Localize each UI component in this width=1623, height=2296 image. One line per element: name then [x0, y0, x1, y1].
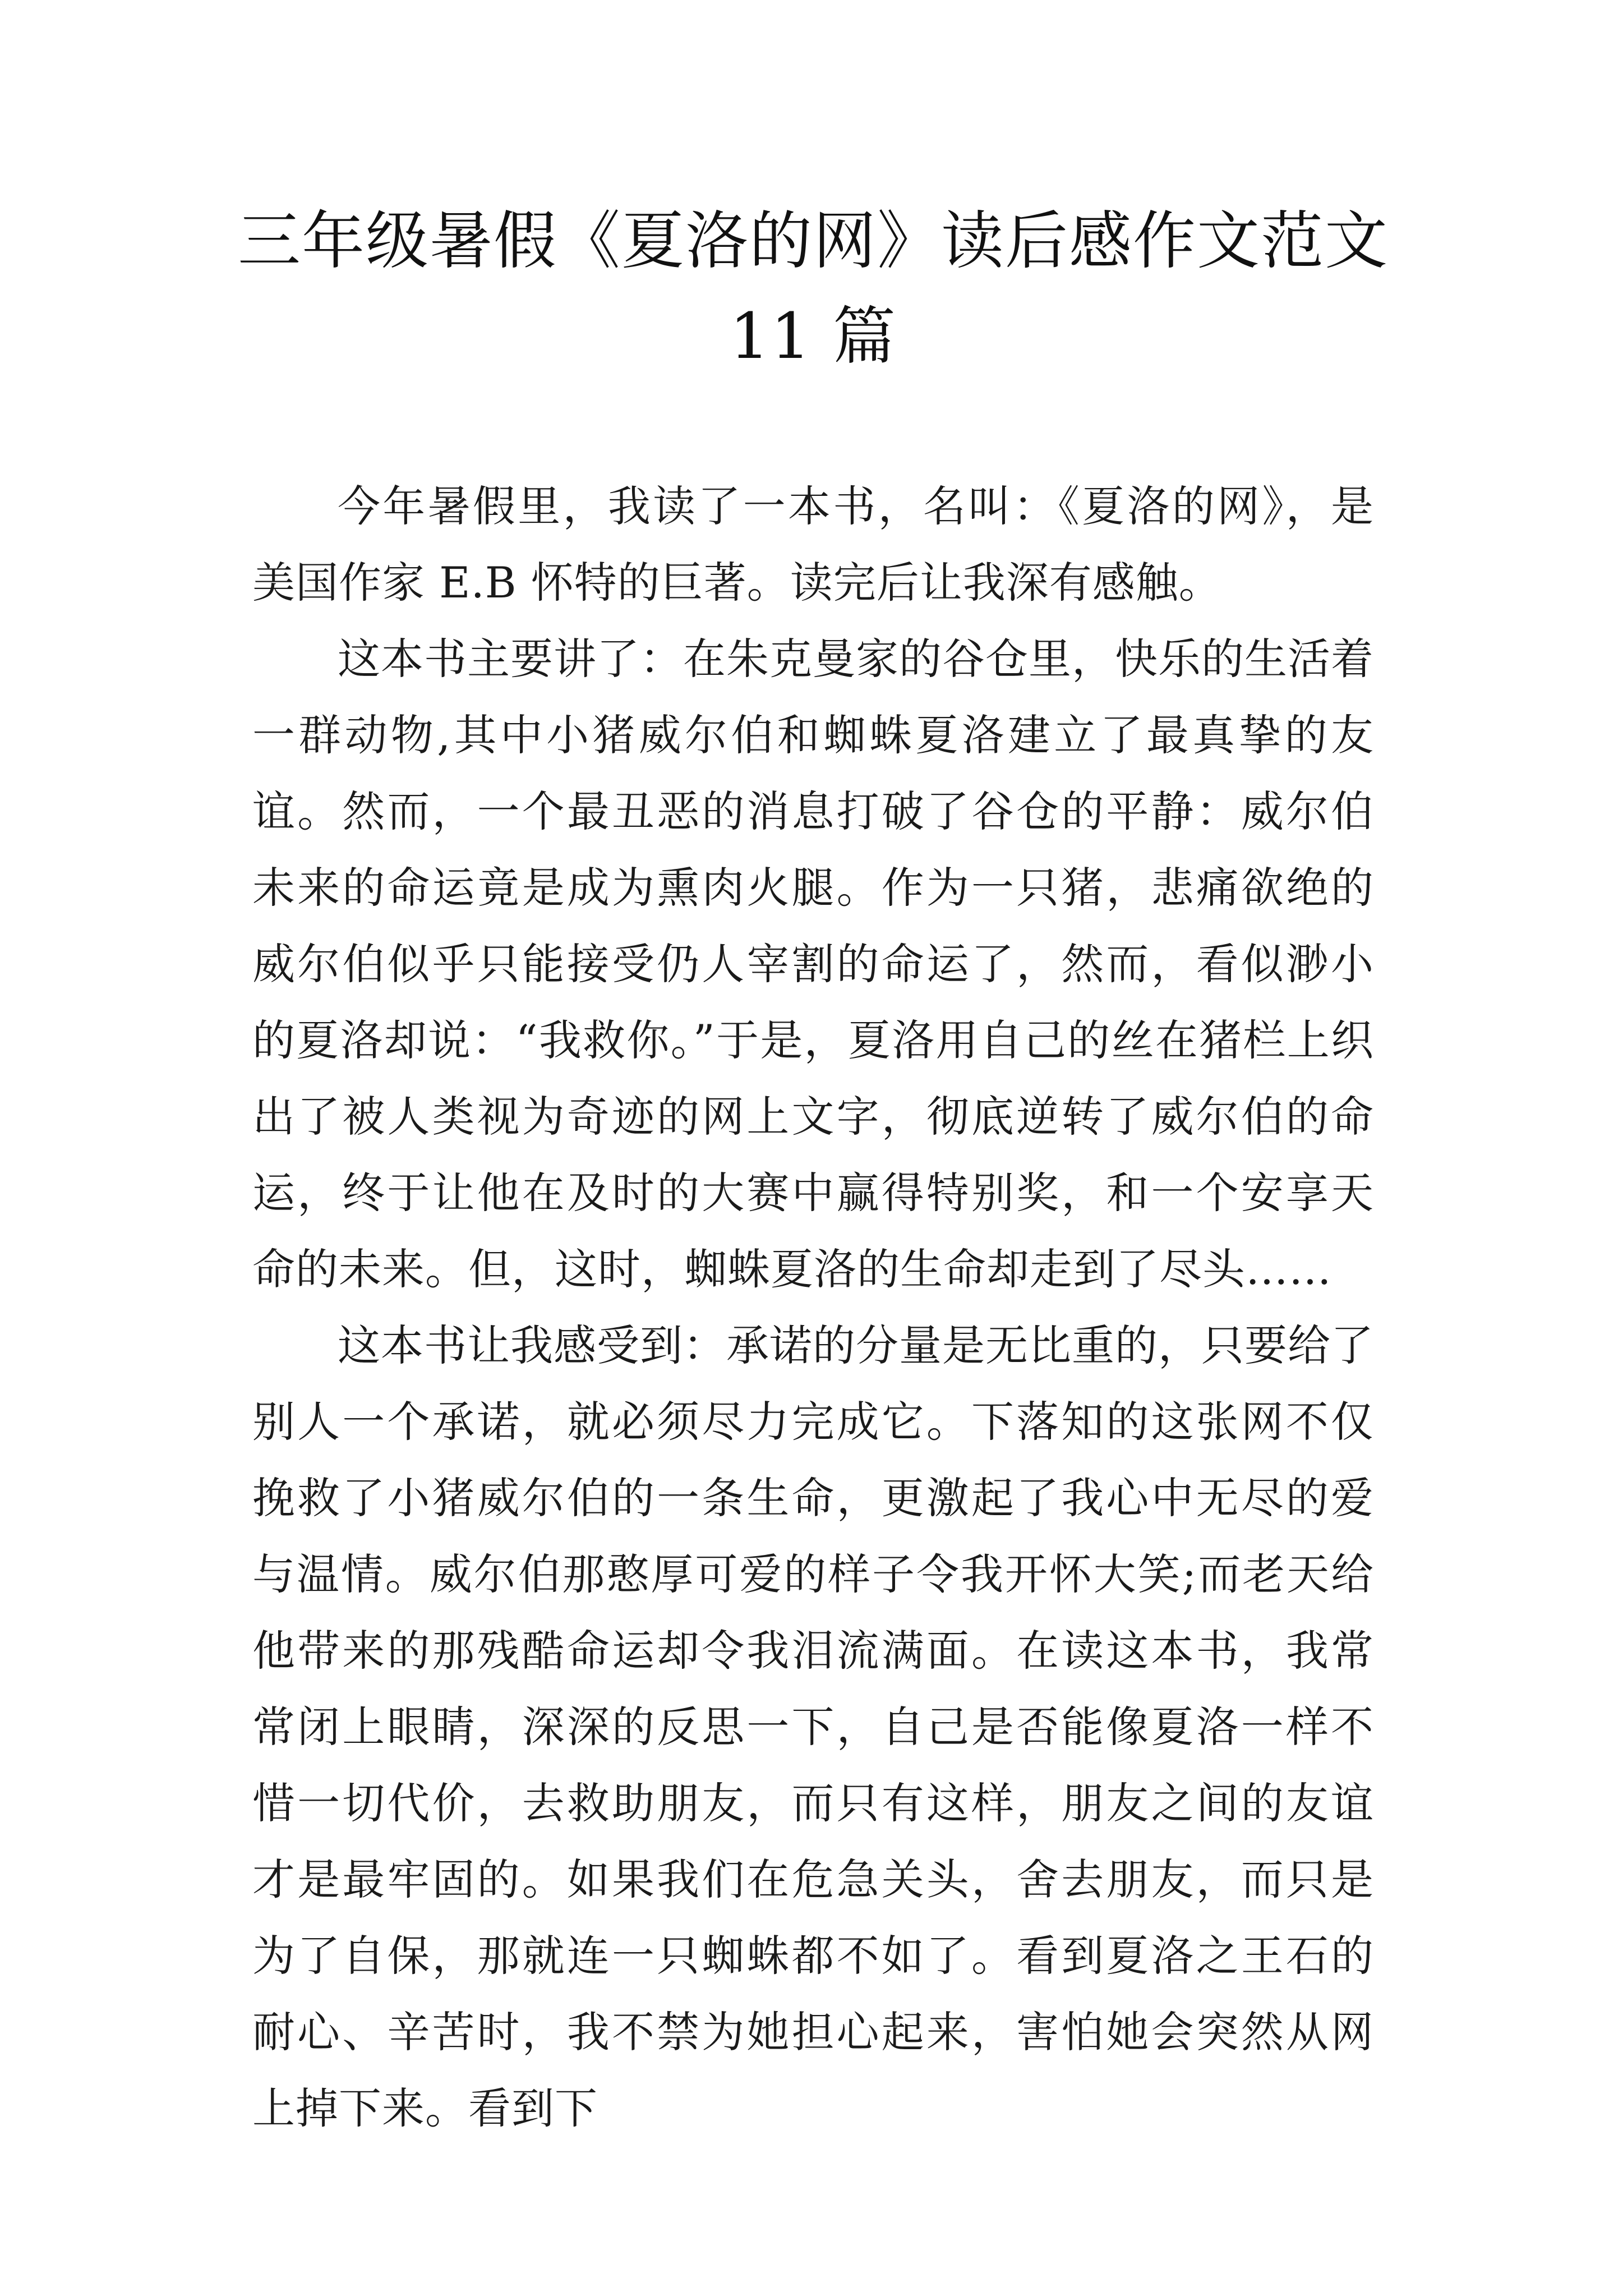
paragraph-intro: 今年暑假里，我读了一本书，名叫：《夏洛的网》，是美国作家 E.B 怀特的巨著。读完后让我深有感触。 — [252, 481, 1374, 608]
document-body — [252, 468, 1374, 2147]
document-title: 三年级暑假《夏洛的网》读后感作文范文 11 篇 — [238, 205, 1389, 373]
paragraph-summary: 这本书主要讲了：在朱克曼家的谷仓里，快乐的生活着一群动物,其中小猪威尔伯和蜘蛛夏洛建立了最真挚的友谊。然而，一个最丑恶的消息打破了谷仓的平静：威尔伯未来的命运竟是成为熏肉火腿。作为一只猪，悲痛欲绝的威尔伯似乎只能接受仍人宰割的命运了，然而，看似渺小的夏洛却说：“我救你。”于是，夏洛用自己的丝在猪栏上织出了被人类视为奇迹的网上文字，彻底逆转了威尔伯的命运，终于让他在及时的大赛中赢得特别奖，和一个安享天命的未来。但，这时，蜘蛛夏洛的生命却走到了尽头…… — [252, 634, 1374, 1294]
paragraph-reflection: 这本书让我感受到：承诺的分量是无比重的，只要给了别人一个承诺，就必须尽力完成它。下落知的这张网不仅挽救了小猪威尔伯的一条生命，更激起了我心中无尽的爱与温情。威尔伯那憨厚可爱的样子令我开怀大笑;而老天给他带来的那残酷命运却令我泪流满面。在读这本书，我常常闭上眼睛，深深的反思一下，自己是否能像夏洛一样不惜一切代价，去救助朋友，而只有这样，朋友之间的友谊才是最牢固的。如果我们在危急关头，舍去朋友，而只是为了自保，那就连一只蜘蛛都不如了。看到夏洛之王石的耐心、辛苦时，我不禁为她担心起来，害怕她会突然从网上掉下来。看到下 — [252, 1320, 1374, 2133]
